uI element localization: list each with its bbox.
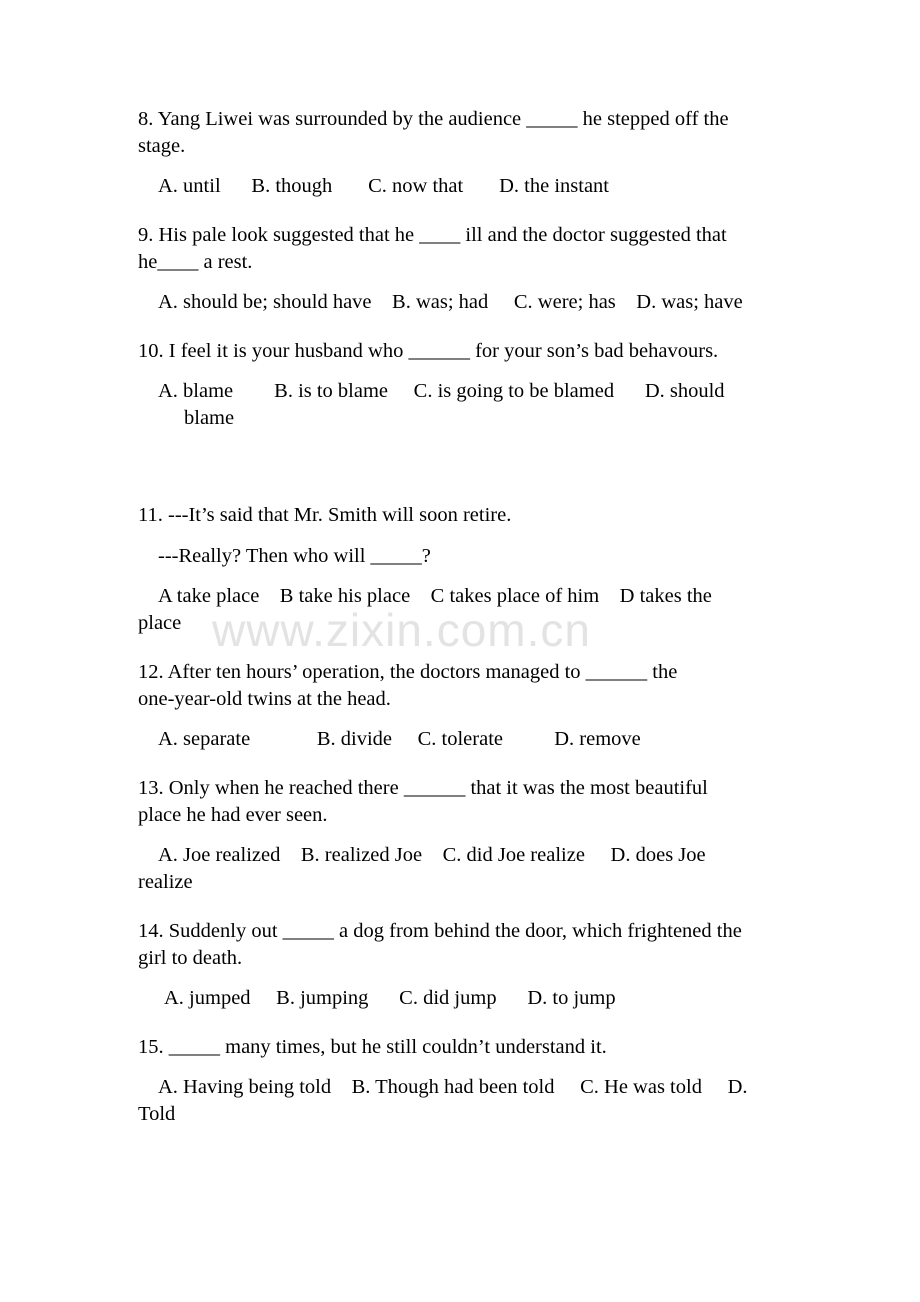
question-9-stem-line-1: 9. His pale look suggested that he ____ ill and the doctor suggested that (138, 224, 727, 246)
question-14 (138, 918, 783, 1012)
question-15 (138, 1034, 783, 1128)
question-11-options-line-2[interactable]: place (138, 612, 182, 634)
spacer (138, 200, 783, 222)
question-12-options[interactable]: A. separate B. divide C. tolerate D. remove (158, 728, 641, 750)
question-10 (138, 338, 783, 432)
question-13 (138, 775, 783, 896)
spacer (138, 896, 783, 918)
question-13-stem-line-1: 13. Only when he reached there ______ that it was the most beautiful (138, 777, 708, 799)
question-8-stem-line-2: stage. (138, 135, 186, 157)
question-12-stem-line-2: one-year-old twins at the head. (138, 688, 391, 710)
worksheet-content (138, 106, 783, 1128)
question-15-options-line-2[interactable]: Told (138, 1103, 176, 1125)
question-13-options-line-1[interactable]: A. Joe realized B. realized Joe C. did Joe realize D. does Joe (158, 844, 706, 866)
spacer (138, 753, 783, 775)
question-13-stem-line-2: place he had ever seen. (138, 804, 328, 826)
question-14-stem-line-2: girl to death. (138, 947, 243, 969)
question-14-options[interactable]: A. jumped B. jumping C. did jump D. to jump (164, 987, 616, 1009)
question-15-options-line-1[interactable]: A. Having being told B. Though had been told C. He was told D. (158, 1076, 748, 1098)
question-10-stem-line-1: 10. I feel it is your husband who ______ for your son’s bad behavours. (138, 340, 719, 362)
question-10-options-line-1[interactable]: A. blame B. is to blame C. is going to be blamed D. should (158, 380, 725, 402)
site-watermark: www.zixin.com.cn (212, 604, 591, 656)
question-12-stem-line-1: 12. After ten hours’ operation, the doctors managed to ______ the (138, 661, 678, 683)
question-10-options-line-2[interactable]: blame (184, 407, 235, 429)
spacer (138, 1012, 783, 1034)
question-15-stem-line-1: 15. _____ many times, but he still couldn’t understand it. (138, 1036, 607, 1058)
question-11-stem-line-1: 11. ---It’s said that Mr. Smith will soon retire. (138, 504, 512, 526)
question-11-stem-line-2: ---Really? Then who will _____? (158, 545, 431, 567)
question-8-options[interactable]: A. until B. though C. now that D. the instant (158, 175, 609, 197)
spacer-paragraph-break (138, 432, 783, 502)
question-11 (138, 502, 783, 637)
question-11-options-line-1[interactable]: A take place B take his place C takes place of him D takes the (158, 585, 712, 607)
question-9-stem-line-2: he____ a rest. (138, 251, 253, 273)
question-12 (138, 659, 783, 753)
question-14-stem-line-1: 14. Suddenly out _____ a dog from behind the door, which frightened the (138, 920, 742, 942)
spacer (138, 316, 783, 338)
spacer (138, 637, 783, 659)
spacer (138, 529, 783, 543)
question-8-stem-line-1: 8. Yang Liwei was surrounded by the audience _____ he stepped off the (138, 108, 729, 130)
question-13-options-line-2[interactable]: realize (138, 871, 193, 893)
question-8 (138, 106, 783, 200)
question-9-options[interactable]: A. should be; should have B. was; had C. were; has D. was; have (158, 291, 743, 313)
question-9 (138, 222, 783, 316)
